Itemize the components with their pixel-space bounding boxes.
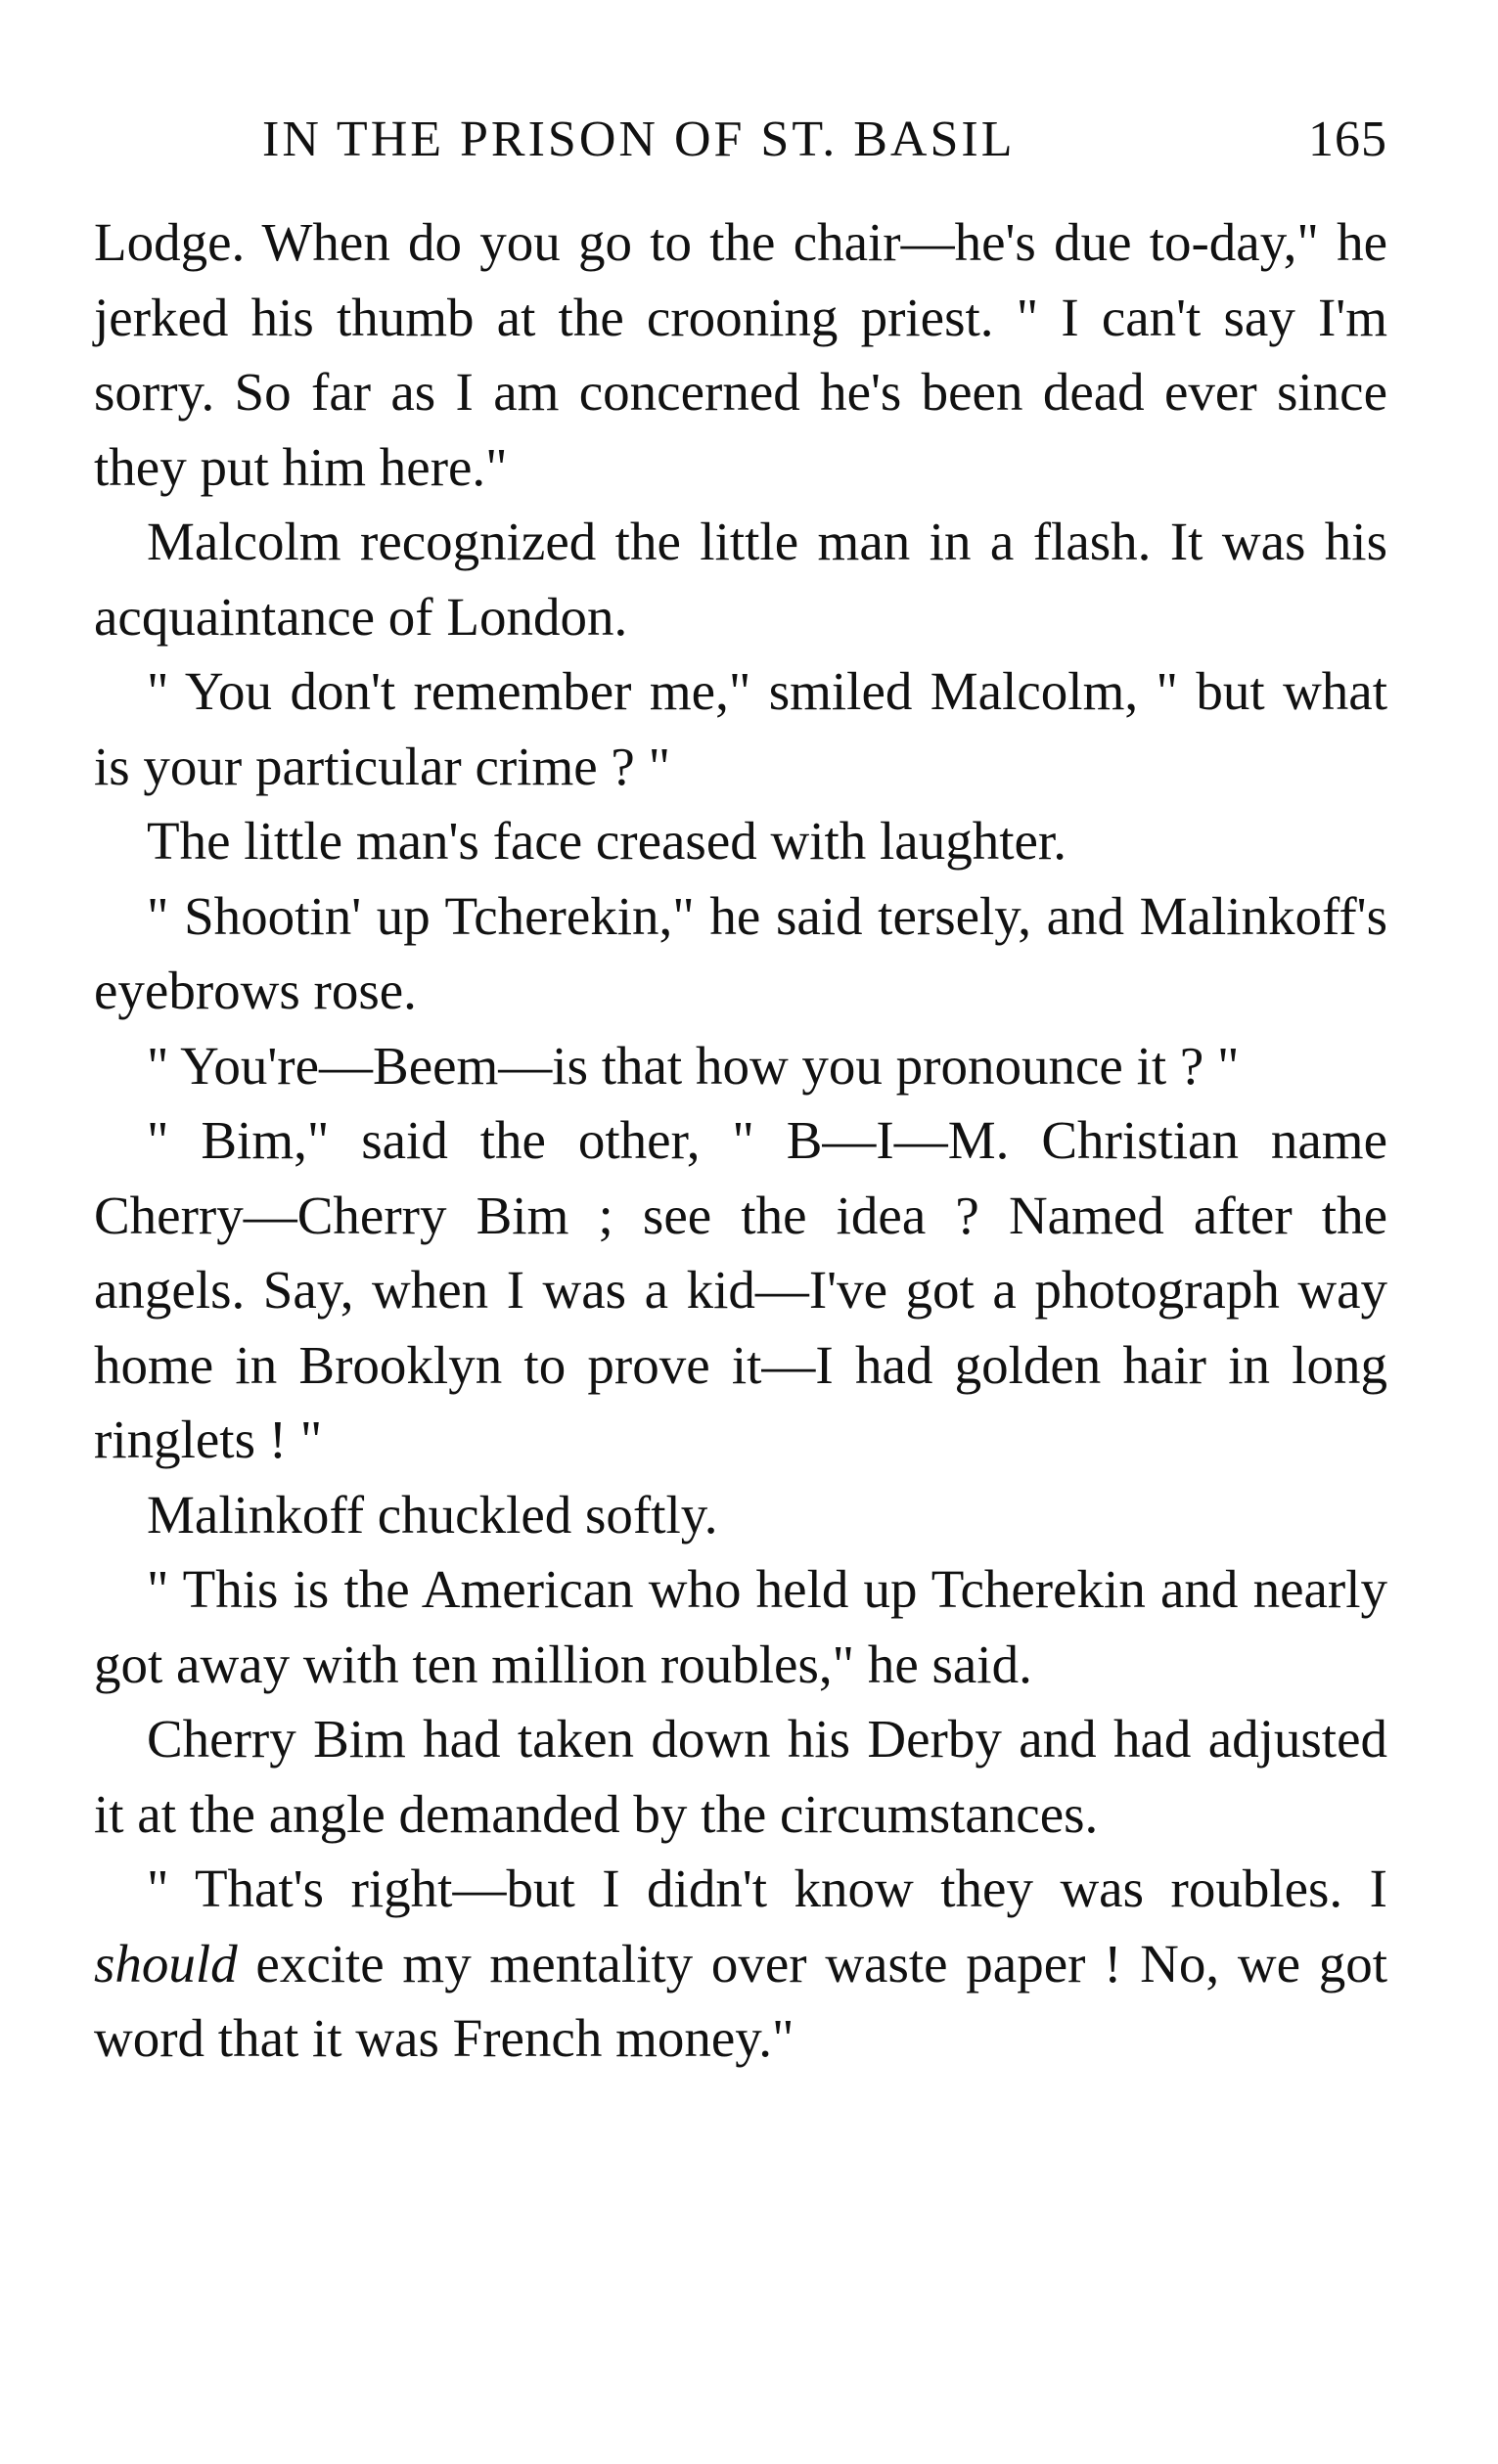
paragraph-text: " That's right—but I didn't know they was roubles. I: [147, 1859, 1387, 1918]
emphasized-word: should: [94, 1933, 238, 1994]
paragraph: Lodge. When do you go to the chair—he's due to-day," he jerked his thumb at the crooning priest. " I can't say I'm sorry. So far as I am concerned he's been dead ever since they put him here.": [94, 212, 1387, 497]
paragraph: " Shootin' up Tcherekin," he said tersely, and Malinkoff's eyebrows rose.: [94, 885, 1387, 1020]
paragraph: Malcolm recognized the little man in a flash. It was his acquaintance of London.: [94, 512, 1387, 647]
paragraph: Cherry Bim had taken down his Derby and had adjusted it at the angle demanded by the circumstances.: [94, 1709, 1387, 1844]
running-title: IN THE PRISON OF ST. BASIL: [262, 112, 1016, 167]
paragraph: " You don't remember me," smiled Malcolm, " but what is your particular crime ? ": [94, 661, 1387, 796]
paragraph: [94, 1852, 1387, 2077]
paragraph: " Bim," said the other, " B—I—M. Christian name Cherry—Cherry Bim ; see the idea ? Named after the angels. Say, when I was a kid—I've got a photograph way home in Brooklyn to prove it—I had golden hair in long ringlets ! ": [94, 1110, 1387, 1469]
page-number: 165: [1308, 112, 1387, 167]
paragraph: The little man's face creased with laughter.: [147, 811, 1067, 871]
paragraph: Malinkoff chuckled softly.: [147, 1484, 718, 1545]
body-text: [94, 205, 1387, 2077]
paragraph-text: excite my mentality over waste paper ! No, we got word that it was French money.": [94, 1933, 1387, 2068]
paragraph: " You're—Beem—is that how you pronounce it ? ": [147, 1035, 1240, 1096]
paragraph: " This is the American who held up Tcherekin and nearly got away with ten million roubles," he said.: [94, 1559, 1387, 1694]
running-head: [262, 106, 1387, 174]
